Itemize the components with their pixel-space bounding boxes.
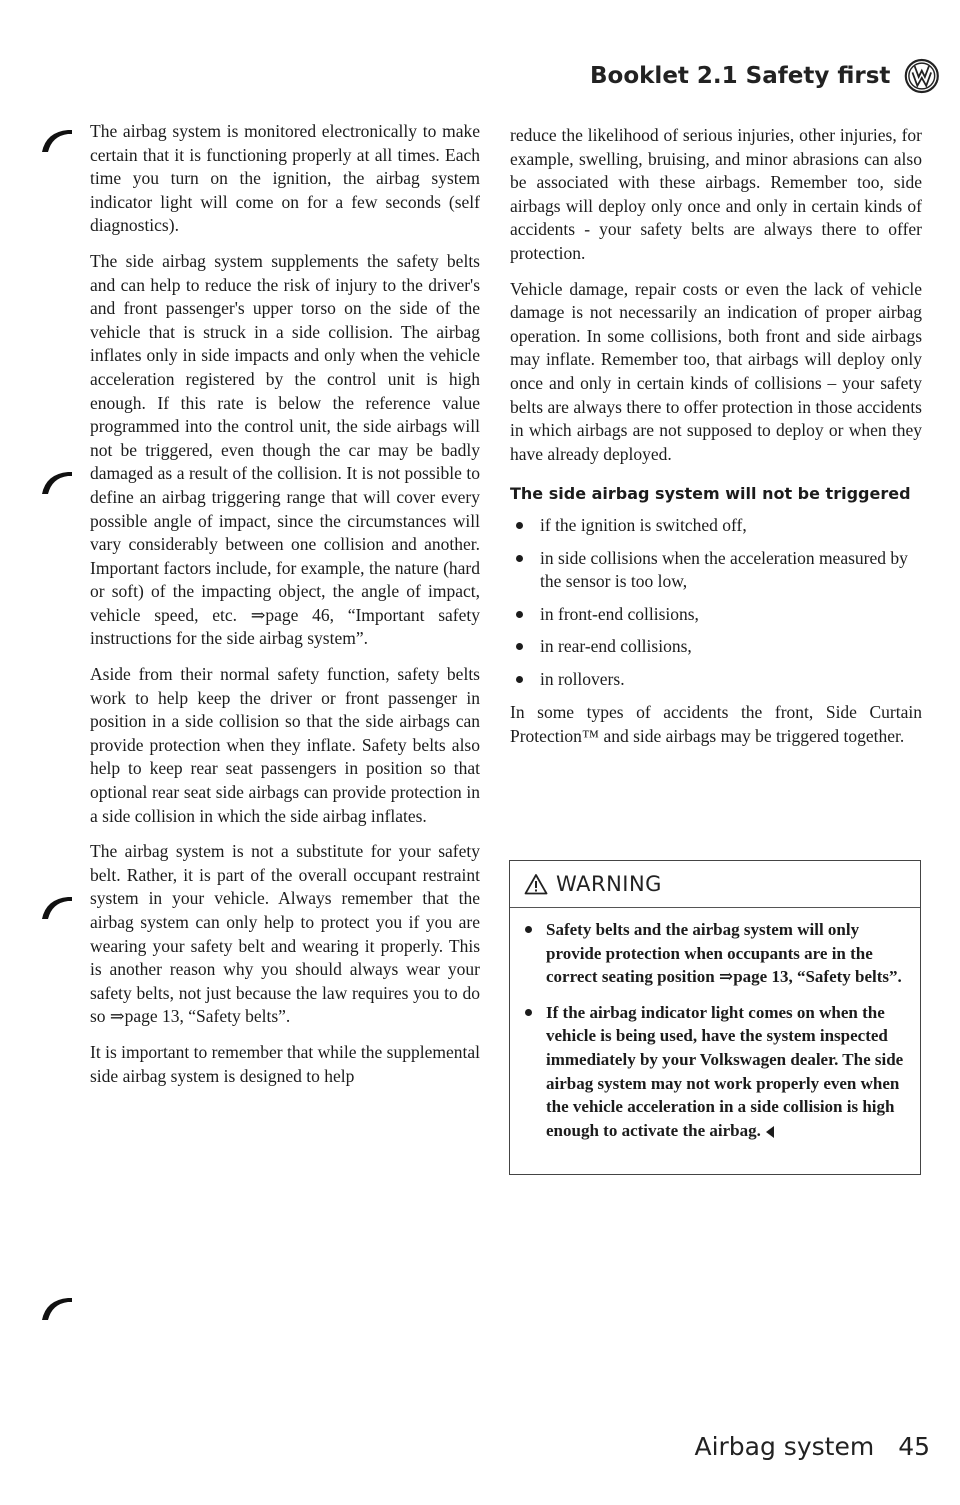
right-column xyxy=(510,124,922,761)
paragraph: The airbag system is not a substitute for your safety belt. Rather, it is part of the overall occupant restraint system in your vehicle. Always remember that the airbag system can only help to protect you if you are wearing your safety belt and wearing it properly. This is another reason why you should always wear your safety belts, not just because the law requires you to do so ⇒page 13, “Safety belts”. xyxy=(90,841,480,1027)
binding-mark-icon xyxy=(40,895,74,921)
paragraph: The airbag system is monitored electronically to make certain that it is functioning properly at all times. Each time you turn on the ignition, the airbag system indicator light will come on for a few seconds (self diagnostics). xyxy=(90,121,480,236)
paragraph: reduce the likelihood of serious injuries, other injuries, for example, swelling, bruising, and minor abrasions can also be associated with these airbags. Remember too, side airbags will deploy only once and only in certain kinds of accidents - your safety belts are always there to offer protection. xyxy=(510,125,922,263)
warning-header xyxy=(510,861,920,908)
footer-section-title: Airbag system xyxy=(694,1432,875,1461)
list-item: in rear-end collisions, xyxy=(510,635,922,659)
binding-mark-icon xyxy=(40,470,74,496)
warning-item xyxy=(520,918,910,989)
end-of-section-icon xyxy=(765,1125,775,1139)
warning-title: WARNING xyxy=(556,872,662,896)
paragraph: The side airbag system supplements the safety belts and can help to reduce the risk of injury to the driver's and front passenger's upper torso on the side of the vehicle that is struck in a side collision. The airbag inflates only in side impacts and only when the vehicle acceleration registered by the control unit is high enough. If this rate is below the reference value programmed into the control unit, the side airbags will not be triggered, even though the car may be badly damaged as a result of the collision. It is not possible to define an airbag triggering range that will cover every possible angle of impact, since the circumstances will vary considerably between one collision and another. Important factors include, for example, the nature (hard or soft) of the impacting object, the angle of impact, vehicle speed, etc. ⇒page 46, “Important safety instructions for the side airbag system”. xyxy=(90,250,480,649)
list-item: in side collisions when the acceleration measured by the sensor is too low, xyxy=(510,547,922,594)
trigger-conditions-list xyxy=(510,514,922,692)
booklet-title: Booklet 2.1 Safety first xyxy=(590,63,891,89)
left-column xyxy=(90,120,480,1100)
binding-mark-icon xyxy=(40,128,74,154)
paragraph: Aside from their normal safety function, safety belts work to help keep the driver or front passenger in position in a side collision so that the side airbags can provide protection when they inflate. Safety belts also help to keep rear seat passengers in position so that optional rear seat side airbags can provide protection in a side collision in which the side airbag inflates. xyxy=(90,664,480,826)
warning-item-text: Safety belts and the airbag system will only provide protection when occupants are in the correct seating position ⇒page 13, “Safety belts”. xyxy=(546,920,902,987)
paragraph: In some types of accidents the front, Side Curtain Protection™ and side airbags may be triggered together. xyxy=(510,702,922,747)
warning-box xyxy=(509,860,921,1175)
page-header xyxy=(590,56,940,96)
list-item: in front-end collisions, xyxy=(510,603,922,627)
warning-triangle-icon xyxy=(524,873,548,895)
binding-mark-icon xyxy=(40,1296,74,1322)
volkswagen-logo-icon xyxy=(904,56,940,96)
section-subheading: The side airbag system will not be triggered xyxy=(510,484,911,504)
warning-item xyxy=(520,1001,910,1143)
paragraph: It is important to remember that while the supplemental side airbag system is designed to help xyxy=(90,1041,480,1086)
list-item: in rollovers. xyxy=(510,668,922,692)
paragraph: Vehicle damage, repair costs or even the lack of vehicle damage is not necessarily an indication of proper airbag operation. In some collisions, both front and side airbags may inflate. Remember too, that airbags will deploy only once and only in certain kinds of collisions – your safety belts are always there to offer protection in those accidents in which airbags are not supposed to deploy or when they have already deployed. xyxy=(510,278,922,464)
list-item: if the ignition is switched off, xyxy=(510,514,922,538)
page-footer xyxy=(690,1432,930,1461)
warning-item-text: If the airbag indicator light comes on when the vehicle is being used, have the system inspected immediately by your Volkswagen dealer. The side airbag system may not work properly even when the vehicle acceleration in a side collision is high enough to activate the airbag. xyxy=(546,1002,904,1140)
page-number: 45 xyxy=(898,1432,930,1461)
warning-body xyxy=(510,908,920,1142)
